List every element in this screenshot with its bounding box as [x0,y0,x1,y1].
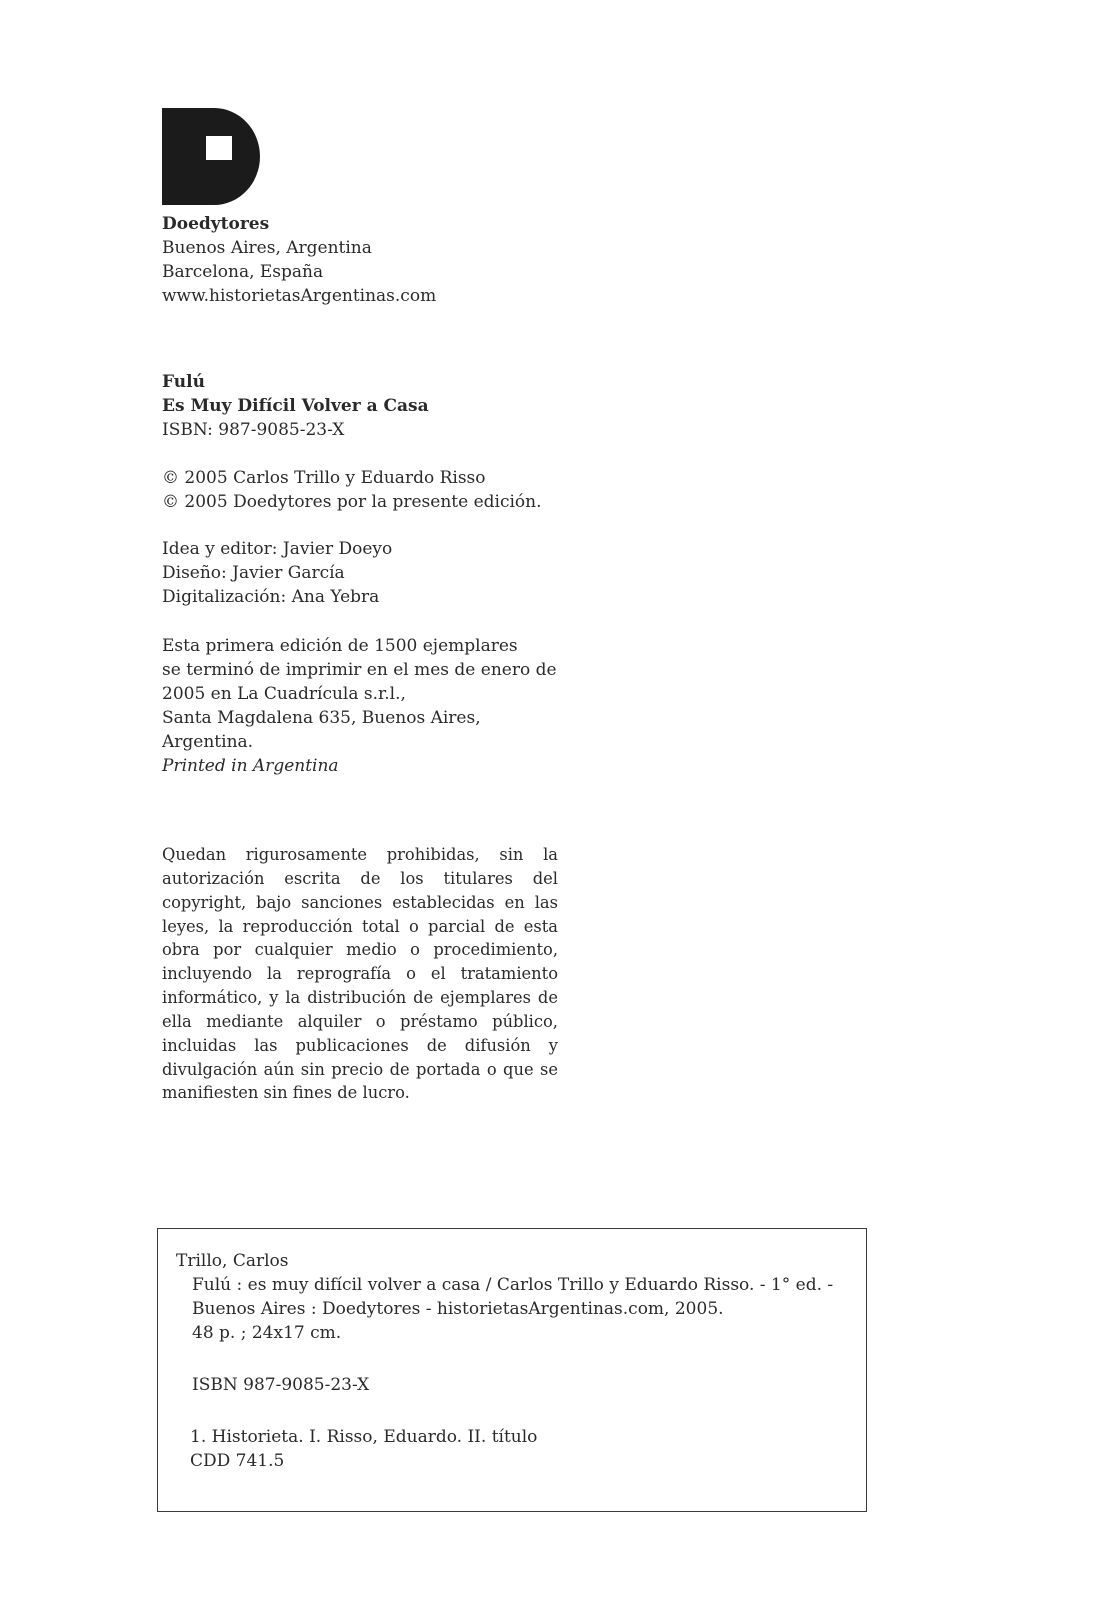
book-title-block [162,370,429,442]
book-isbn: ISBN: 987-9085-23-X [162,420,345,440]
colophon-line: Argentina. [162,732,254,752]
credit-digitization: Digitalización: Ana Yebra [162,587,380,607]
copyright-authors: © 2005 Carlos Trillo y Eduardo Risso [162,468,486,488]
legal-notice: Quedan rigurosamente prohibidas, sin la autorización escrita de los titulares del copyright, bajo sanciones establecidas en las leyes, la reproducción total o parcial de esta obra por cualquier medio o procedimiento, incluyendo la reprografía o el tratamiento informático, y la distribución de ejemplares de ella mediante alquiler o préstamo público, incluidas las publicaciones de difusión y divulgación aún sin precio de portada o que se manifiesten sin fines de lucro. [162,845,558,1103]
credit-editor: Idea y editor: Javier Doeyo [162,539,393,559]
publisher-info [162,212,436,308]
colophon-line: Santa Magdalena 635, Buenos Aires, [162,708,481,728]
publisher-city-barcelona: Barcelona, España [162,262,324,282]
printed-in-note: Printed in Argentina [162,756,339,776]
series-title: Fulú [162,372,205,392]
cip-physical-description: 48 p. ; 24x17 cm. [192,1323,342,1343]
copyright-edition: © 2005 Doedytores por la presente edición. [162,492,542,512]
credits-block [162,537,392,609]
publisher-logo-icon [162,108,260,205]
cip-author: Trillo, Carlos [176,1251,289,1271]
cip-subjects: 1. Historieta. I. Risso, Eduardo. II. título [190,1427,538,1447]
publisher-name: Doedytores [162,214,270,234]
colophon-line: 2005 en La Cuadrícula s.r.l., [162,684,406,704]
colophon-line: se terminó de imprimir en el mes de enero de [162,660,557,680]
publisher-city-buenos-aires: Buenos Aires, Argentina [162,238,372,258]
publisher-website: www.historietasArgentinas.com [162,286,437,306]
cataloging-record-box [157,1228,867,1512]
colophon-line: Esta primera edición de 1500 ejemplares [162,636,518,656]
cip-cdd: CDD 741.5 [190,1451,285,1471]
book-title: Es Muy Difícil Volver a Casa [162,396,429,416]
cip-title-line: Fulú : es muy difícil volver a casa / Carlos Trillo y Eduardo Risso. - 1° ed. - [192,1275,834,1295]
copyright-block [162,466,542,514]
cip-isbn: ISBN 987-9085-23-X [192,1375,370,1395]
cip-imprint-line: Buenos Aires : Doedytores - historietasArgentinas.com, 2005. [192,1299,724,1319]
credit-design: Diseño: Javier García [162,563,345,583]
colophon-block [162,634,557,778]
